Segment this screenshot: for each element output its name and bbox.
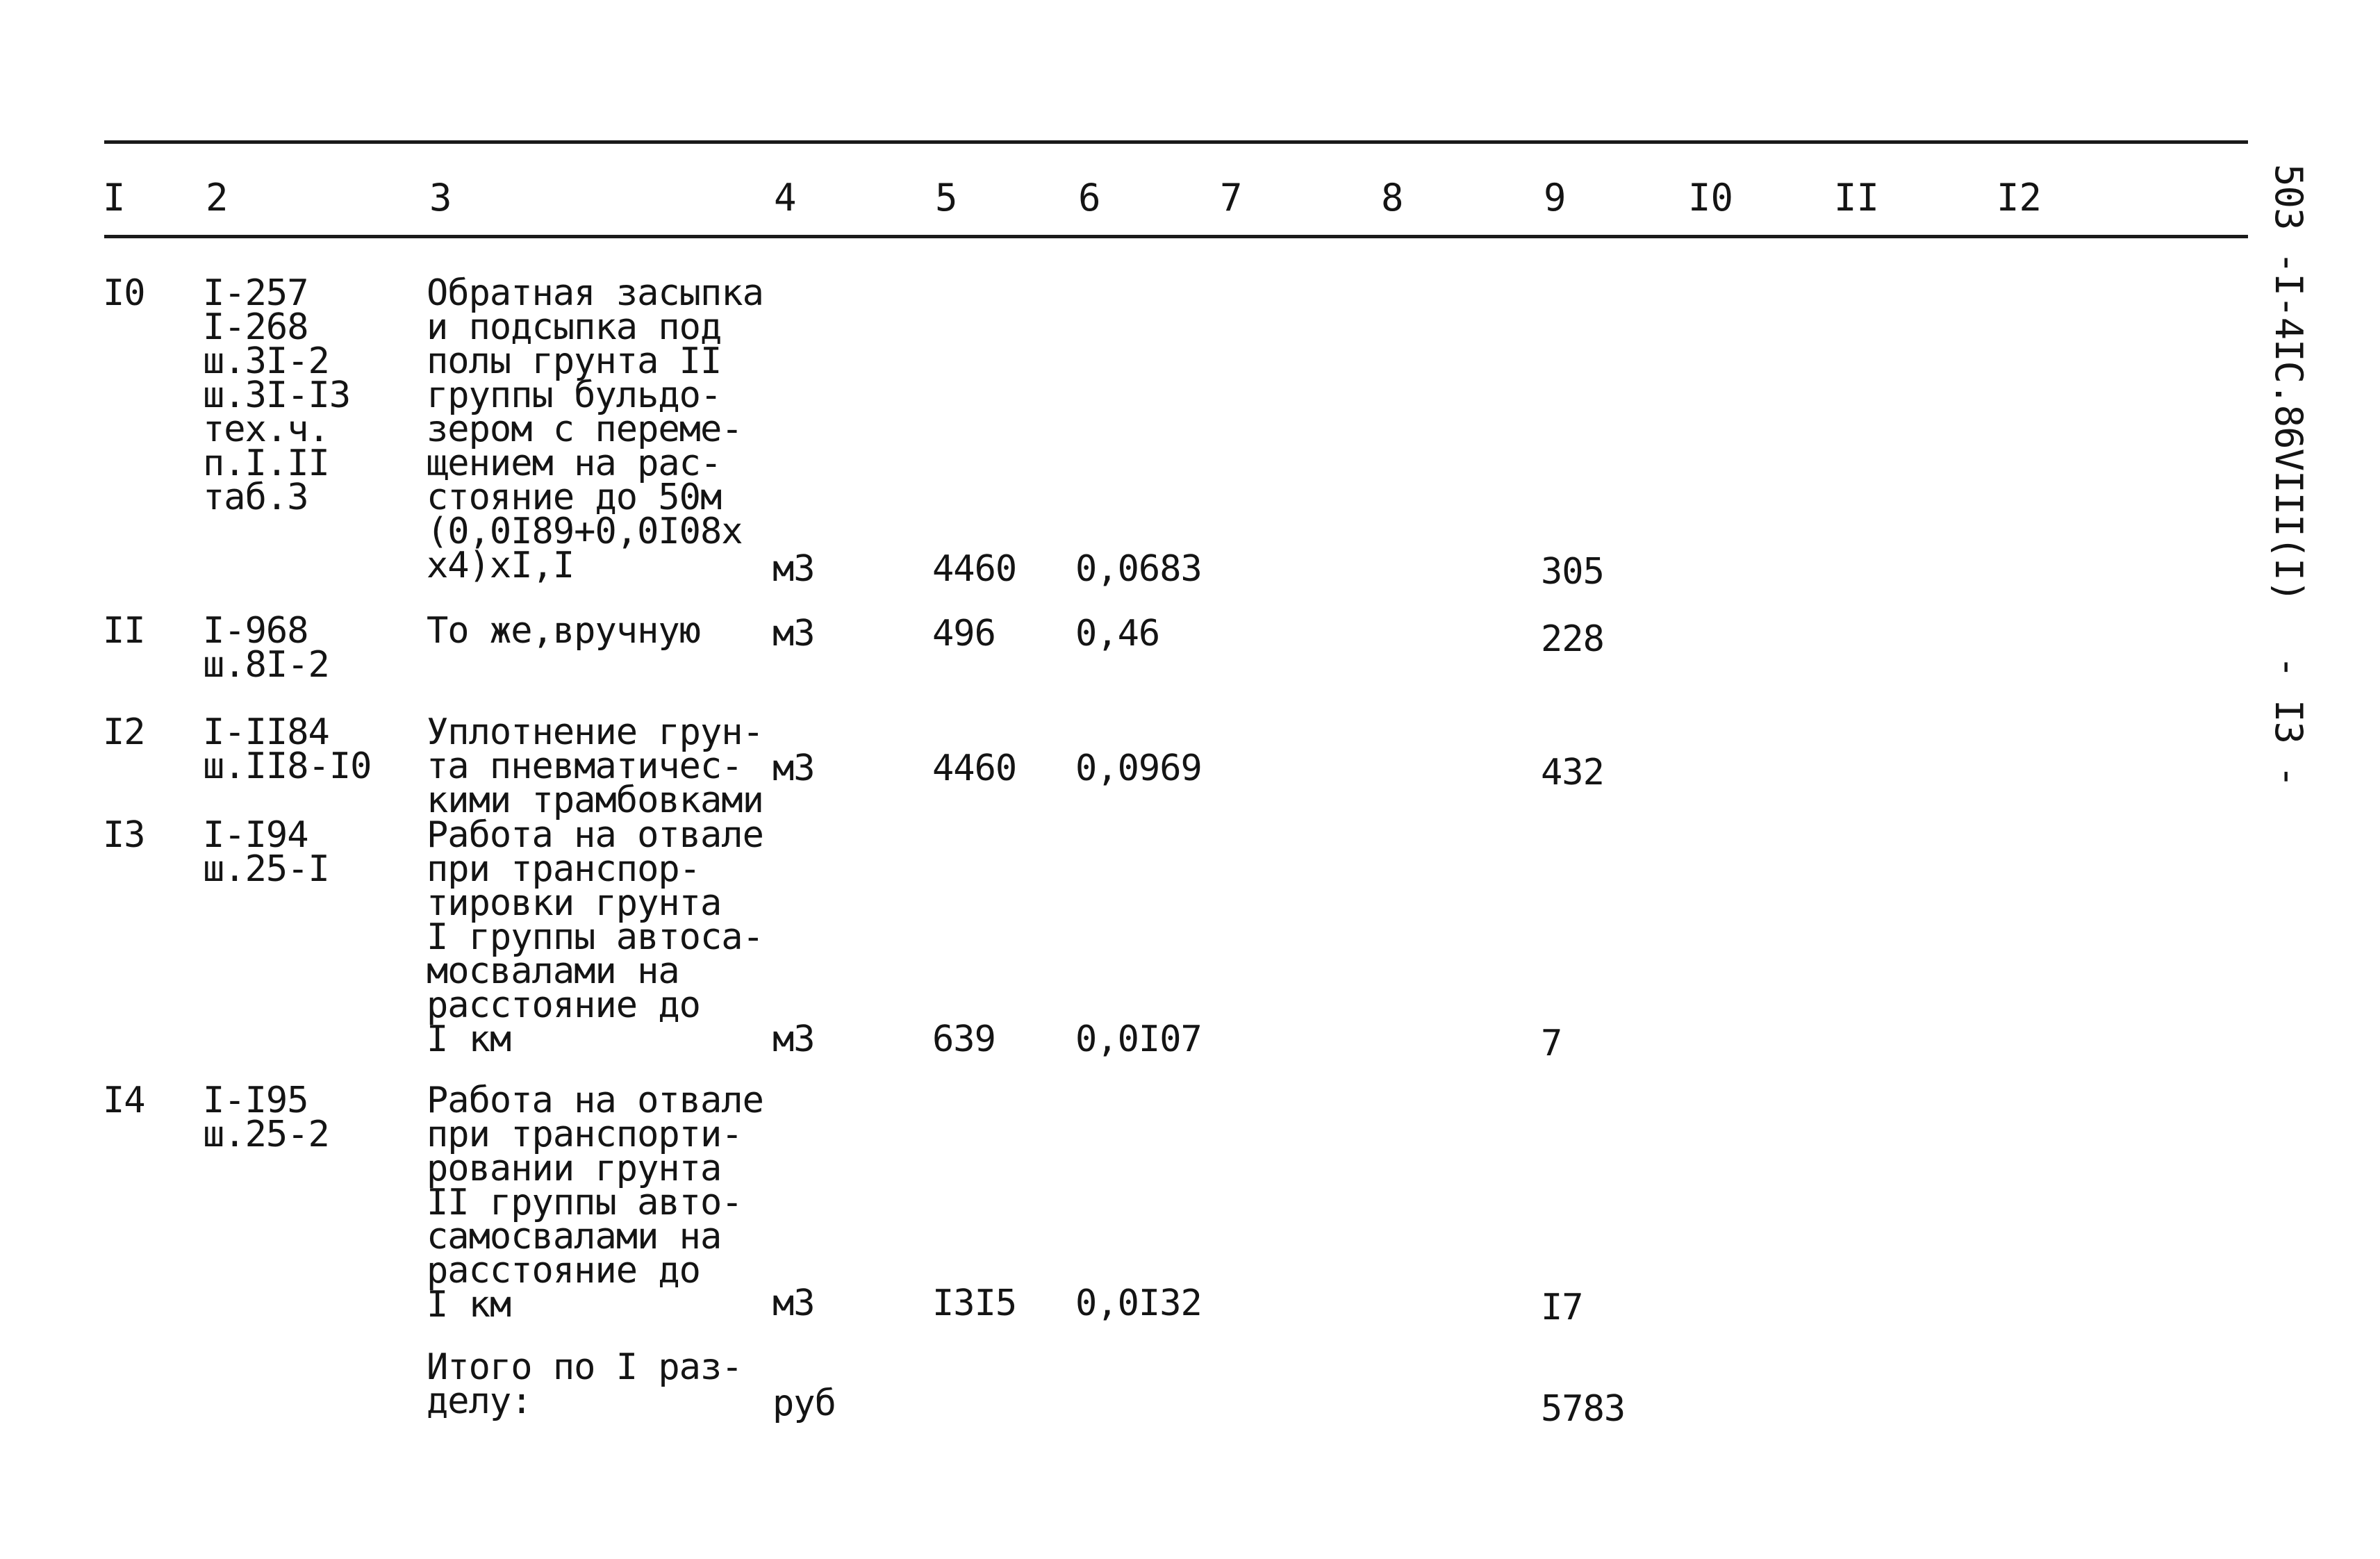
row-number: II <box>103 610 145 652</box>
row-unit: м3 <box>772 748 815 789</box>
row-unit: м3 <box>772 1282 815 1324</box>
col-header-11: II <box>1834 176 1880 220</box>
row-quantity: 639 <box>932 1018 995 1060</box>
row-description: То же,вручную <box>427 610 700 652</box>
row-quantity: I3I5 <box>932 1282 1017 1324</box>
col-header-10: I0 <box>1688 176 1734 220</box>
row-description: Уплотнение грун- та пневматичес- кими трамбовками <box>427 711 763 821</box>
row-unit: м3 <box>772 613 815 654</box>
col-header-2: 2 <box>206 176 229 220</box>
row-norm: 0,46 <box>1075 613 1160 654</box>
row-number: I4 <box>103 1080 145 1121</box>
summary-label: Итого по I раз- делу: <box>427 1346 743 1422</box>
row-total: 432 <box>1541 752 1604 793</box>
row-code: I-I95 ш.25-2 <box>203 1080 329 1155</box>
col-header-6: 6 <box>1078 176 1101 220</box>
document-code: 503 -I-4IC.86VIII(I) <box>2267 164 2311 602</box>
row-description: Работа на отвале при транспорти- ровании грунта II группы авто- самосвалами на расстояние до I км <box>427 1080 763 1326</box>
summary-total: 5783 <box>1541 1388 1626 1430</box>
header-rule <box>104 235 2248 238</box>
col-header-3: 3 <box>429 176 452 220</box>
row-quantity: 4460 <box>932 748 1017 789</box>
row-quantity: 496 <box>932 613 995 654</box>
row-norm: 0,0I32 <box>1075 1282 1202 1324</box>
page-number: - I3 - <box>2267 656 2311 788</box>
row-description: Обратная засыпка и подсыпка под полы грунта II группы бульдо- зером с переме- щением на рас- стояние до 50м (0,0I89+0,0I08х х4)хI,I <box>427 272 763 586</box>
row-code: I-968 ш.8I-2 <box>203 610 329 686</box>
row-total: 305 <box>1541 551 1604 593</box>
row-norm: 0,0I07 <box>1075 1018 1202 1060</box>
row-total: 228 <box>1541 618 1604 660</box>
col-header-7: 7 <box>1220 176 1243 220</box>
col-header-12: I2 <box>1997 176 2042 220</box>
row-total: I7 <box>1541 1287 1583 1328</box>
summary-unit: руб <box>772 1383 836 1424</box>
row-total: 7 <box>1541 1023 1562 1064</box>
row-quantity: 4460 <box>932 548 1017 590</box>
col-header-5: 5 <box>935 176 958 220</box>
row-number: I2 <box>103 711 145 753</box>
row-unit: м3 <box>772 1018 815 1060</box>
row-code: I-257 I-268 ш.3I-2 ш.3I-I3 тех.ч. п.I.II таб.3 <box>203 272 351 518</box>
row-norm: 0,0683 <box>1075 548 1202 590</box>
row-description: Работа на отвале при транспор- тировки грунта I группы автоса- мосвалами на расстояние до I км <box>427 814 763 1060</box>
row-unit: м3 <box>772 548 815 590</box>
row-code: I-I94 ш.25-I <box>203 814 329 890</box>
row-code: I-II84 ш.II8-I0 <box>203 711 372 787</box>
col-header-8: 8 <box>1381 176 1404 220</box>
row-norm: 0,0969 <box>1075 748 1202 789</box>
col-header-9: 9 <box>1544 176 1567 220</box>
top-rule <box>104 140 2248 144</box>
row-number: I0 <box>103 272 145 314</box>
col-header-1: I <box>103 176 126 220</box>
row-number: I3 <box>103 814 145 856</box>
col-header-4: 4 <box>774 176 797 220</box>
